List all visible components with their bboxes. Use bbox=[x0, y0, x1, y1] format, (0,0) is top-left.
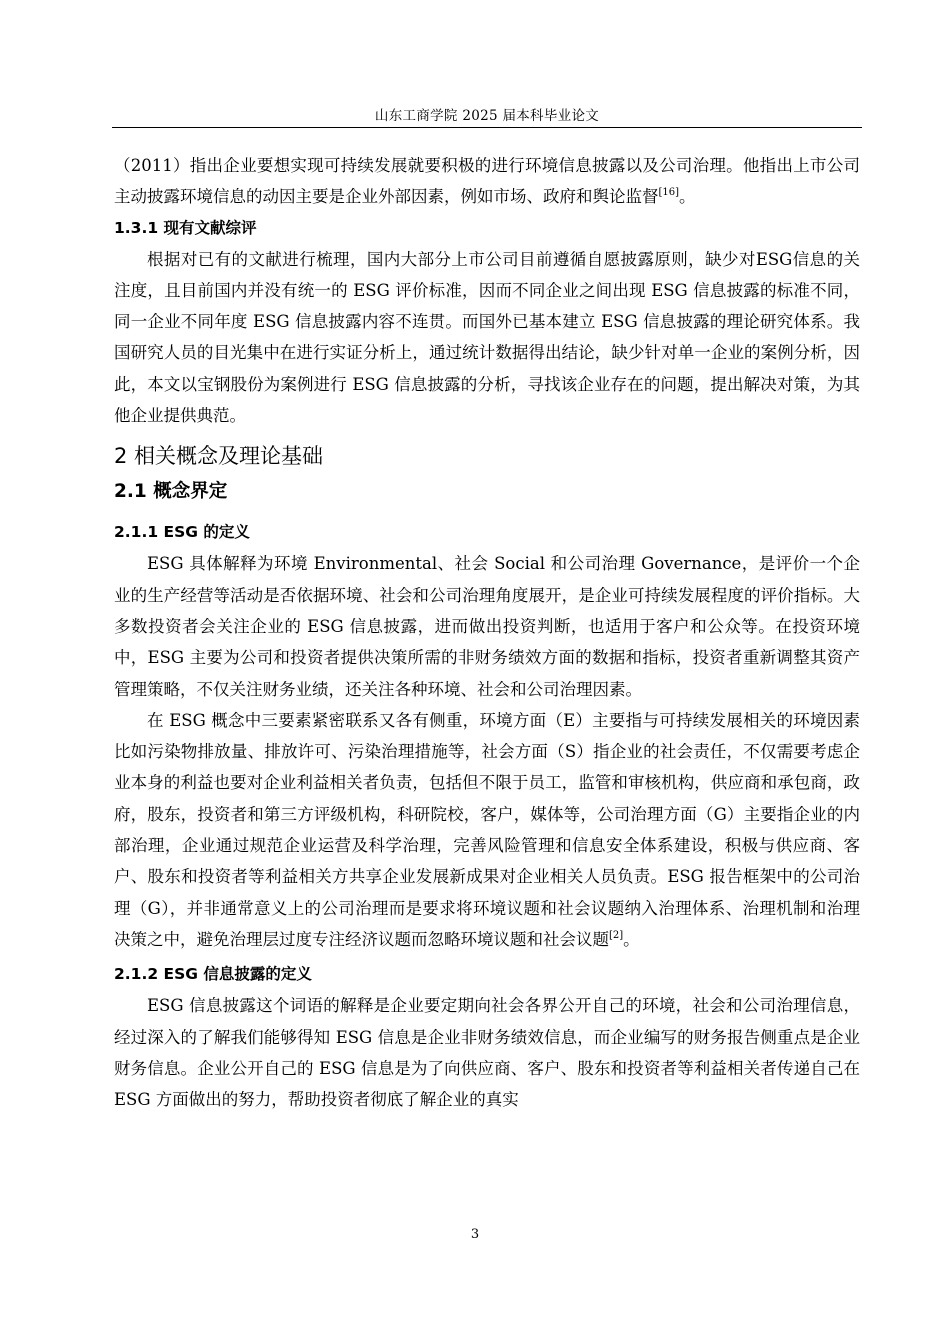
citation: [2] bbox=[609, 929, 624, 941]
header-rule bbox=[112, 127, 862, 128]
page-header: 山东工商学院 2025 届本科毕业论文 bbox=[374, 108, 600, 124]
heading-2-1-2: 2.1.2 ESG 信息披露的定义 bbox=[114, 965, 312, 984]
page-number: 3 bbox=[470, 1227, 480, 1242]
citation: [16] bbox=[658, 187, 680, 199]
heading-2-1: 2.1 概念界定 bbox=[114, 481, 228, 503]
page-body bbox=[114, 150, 860, 1115]
paragraph-esg-elements: 在 ESG 概念中三要素紧密联系又各有侧重，环境方面（E）主要指与可持续发展相关的环境因素比如污染物排放量、排放许可、污染治理措施等，社会方面（S）指企业的社会责任，不仅需要考虑企业本身的利益也要对企业利益相关者负责，包括但不限于员工，监管和审核机构，供应商和承包商，政府，股东，投资者和第三方评级机构，科研院校，客户，媒体等，公司治理方面（G）主要指企业的内部治理，企业通过规范企业运营及科学治理，完善风险管理和信息安全体系建设，积极与供应商、客户、股东和投资者等利益相关方共享企业发展新成果对企业相关人员负责。ESG 报告框架中的公司治理（G），并非通常意义上的公司治理而是要求将环境议题和社会议题纳入治理体系、治理机制和治理决策之中，避免治理层过度专注经济议题而忽略环境议题和社会议题[2]。 bbox=[114, 710, 860, 949]
paragraph-continued: （2011）指出企业要想实现可持续发展就要积极的进行环境信息披露以及公司治理。他指出上市公司主动披露环境信息的动因主要是企业外部因素，例如市场、政府和舆论监督[16]。 bbox=[114, 156, 860, 207]
paragraph-literature-review: 根据对已有的文献进行梳理，国内大部分上市公司目前遵循自愿披露原则，缺少对ESG信息的关注度，且目前国内并没有统一的 ESG 评价标准，因而不同企业之间出现 ESG 信息披露的标准不同，同一企业不同年度 ESG 信息披露内容不连贯。而国外已基本建立 ESG 信息披露的理论研究体系。我国研究人员的目光集中在进行实证分析上，通过统计数据得出结论，缺少针对单一企业的案例分析，因此，本文以宝钢股份为案例进行 ESG 信息披露的分析，寻找该企业存在的问题，提出解决对策，为其他企业提供典范。 bbox=[114, 249, 860, 426]
paragraph-esg-disclosure: ESG 信息披露这个词语的解释是企业要定期向社会各界公开自己的环境，社会和公司治理信息，经过深入的了解我们能够得知 ESG 信息是企业非财务绩效信息，而企业编写的财务报告侧重点是企业财务信息。企业公开自己的 ESG 信息是为了向供应商、客户、股东和投资者等利益相关者传递自己在 ESG 方面做出的努力，帮助投资者彻底了解企业的真实 bbox=[114, 996, 860, 1110]
heading-2-1-1: 2.1.1 ESG 的定义 bbox=[114, 523, 250, 542]
heading-1-3-1: 1.3.1 现有文献综评 bbox=[114, 218, 257, 237]
heading-chapter-2: 2 相关概念及理论基础 bbox=[114, 444, 324, 469]
paragraph-esg-definition: ESG 具体解释为环境 Environmental、社会 Social 和公司治理 Governance，是评价一个企业的生产经营等活动是否依据环境、社会和公司治理角度展开，是企业可持续发展程度的评价指标。大多数投资者会关注企业的 ESG 信息披露，进而做出投资判断，也适用于客户和公众等。在投资环境中，ESG 主要为公司和投资者提供决策所需的非财务绩效方面的数据和指标，投资者重新调整其资产管理策略，不仅关注财务业绩，还关注各种环境、社会和公司治理因素。 bbox=[114, 554, 860, 699]
